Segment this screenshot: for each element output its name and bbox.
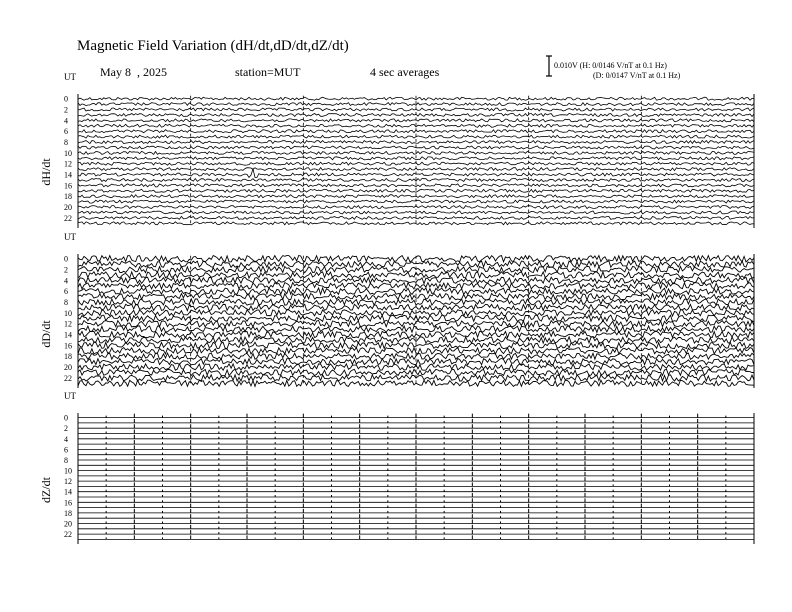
hour-label: 2	[64, 105, 68, 115]
panel-dD-dt	[39, 232, 754, 388]
hour-label: 0	[64, 413, 68, 423]
hour-label: 8	[64, 455, 68, 465]
hour-label: 2	[64, 424, 68, 434]
hour-label: 16	[64, 181, 72, 191]
hour-label: 10	[64, 308, 72, 318]
time-axis-label: UT	[64, 232, 76, 242]
hour-label: 20	[64, 519, 72, 529]
axis-label: dH/dt	[39, 158, 53, 186]
hour-label: 6	[64, 287, 68, 297]
hour-label: 10	[64, 466, 72, 476]
hour-label: 8	[64, 138, 68, 148]
hour-label: 16	[64, 341, 72, 351]
averaging-label: 4 sec averages	[370, 65, 440, 79]
panel-dH-dt	[39, 72, 754, 228]
hour-label: 14	[64, 487, 72, 497]
hour-label: 6	[64, 445, 68, 455]
hour-label: 18	[64, 508, 72, 518]
hour-label: 18	[64, 352, 72, 362]
hour-label: 16	[64, 498, 72, 508]
hour-label: 22	[64, 213, 72, 223]
axis-label: dZ/dt	[39, 477, 53, 503]
hour-label: 12	[64, 159, 72, 169]
hour-label: 4	[64, 434, 68, 444]
hour-label: 18	[64, 192, 72, 202]
hour-label: 12	[64, 319, 72, 329]
page-title: Magnetic Field Variation (dH/dt,dD/dt,dZ/dt)	[77, 38, 349, 54]
scale-d-sensitivity: (D: 0/0147 V/nT at 0.1 Hz)	[593, 71, 681, 80]
hour-label: 6	[64, 127, 68, 137]
hour-label: 2	[64, 265, 68, 275]
axis-label: dD/dt	[39, 320, 53, 348]
time-axis-label: UT	[64, 72, 76, 82]
station-label: station=MUT	[235, 65, 301, 79]
hour-label: 14	[64, 330, 72, 340]
time-axis-label: UT	[64, 391, 76, 401]
hour-label: 14	[64, 170, 72, 180]
scale-h-sensitivity: (H: 0/0146 V/nT at 0.1 Hz)	[579, 61, 667, 70]
hour-label: 12	[64, 477, 72, 487]
hour-label: 0	[64, 94, 68, 104]
hour-label: 0	[64, 254, 68, 264]
hour-label: 22	[64, 373, 72, 383]
hour-label: 4	[64, 276, 68, 286]
hour-label: 10	[64, 148, 72, 158]
hour-label: 4	[64, 116, 68, 126]
hour-label: 22	[64, 530, 72, 540]
hour-label: 20	[64, 203, 72, 213]
date-label: May 8 , 2025	[100, 65, 167, 79]
panel-dZ-dt	[39, 391, 754, 544]
hour-label: 8	[64, 298, 68, 308]
hour-label: 20	[64, 363, 72, 373]
scale-voltage: 0.010V	[554, 61, 578, 70]
